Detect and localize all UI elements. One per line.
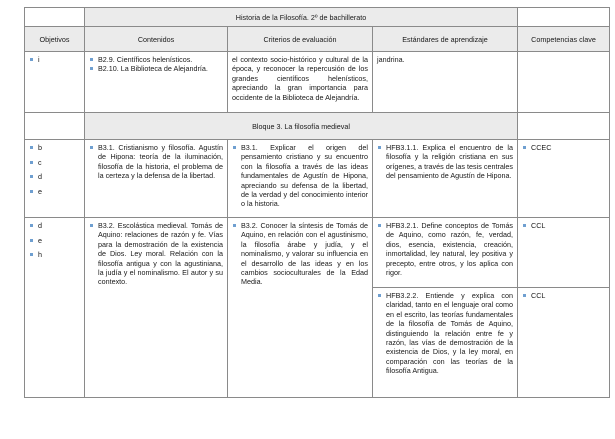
title-spacer-cell [25, 8, 85, 27]
block-spacer-cell [25, 113, 85, 140]
estandares-cell [373, 288, 518, 398]
list-item: d [29, 172, 80, 181]
competencias-cell [518, 52, 610, 113]
list-item: HFB3.2.1. Define conceptos de Tomás de Aquino, como razón, fe, verdad, dios, esencia, existencia, creación, inmortalidad, ley natural, ley positiva y precepto, entre otros, y los aplica con rigor. [377, 221, 513, 277]
header-estandares: Estándares de aprendizaje [373, 27, 518, 52]
objetivos-list [29, 55, 80, 64]
list-item: B3.1. Explicar el origen del pensamiento cristiano y su encuentro con la filosofía a través de las ideas fundamentales de Agustín de Hipona, apreciando su defensa de la libertad, de la verdad y del conocimiento interior o la historia. [232, 143, 368, 209]
estandares-cell [373, 140, 518, 218]
title-spacer-cell [518, 8, 610, 27]
competencias-cell [518, 140, 610, 218]
table-title-row [25, 8, 610, 27]
block-spacer-cell [518, 113, 610, 140]
list-item: e [29, 236, 80, 245]
criterios-list [232, 221, 368, 287]
competencias-list [522, 143, 605, 152]
list-item: e [29, 187, 80, 196]
list-item: B3.2. Conocer la síntesis de Tomás de Aquino, en relación con el agustinismo, la filosofía árabe y judía, y el nominalismo, y valorar su influencia en el desarrollo de las ideas y en los cambios socioculturales de la Edad Media. [232, 221, 368, 287]
objetivos-cell [25, 218, 85, 398]
competencias-cell [518, 218, 610, 288]
estandares-list [377, 221, 513, 277]
objetivos-cell [25, 52, 85, 113]
contenidos-cell [85, 52, 228, 113]
list-item: c [29, 158, 80, 167]
list-item: i [29, 55, 80, 64]
table-title: Historia de la Filosofía. 2º de bachillerato [85, 8, 518, 27]
estandares-list [377, 143, 513, 181]
block-header-row [25, 113, 610, 140]
list-item: B2.10. La Biblioteca de Alejandría. [89, 64, 223, 73]
objetivos-list [29, 143, 80, 196]
table-row [25, 218, 610, 288]
header-criterios: Criterios de evaluación [228, 27, 373, 52]
competencias-list [522, 221, 605, 230]
contenidos-cell [85, 140, 228, 218]
list-item: B3.2. Escolástica medieval. Tomás de Aquino: relaciones de razón y fe. Vías para la demostración de la existencia de Dios. Ley moral. Relación con la filosofía antigua y con la agustiniana, la judía y el nominalismo. El autor y su contexto. [89, 221, 223, 287]
curriculum-table [24, 7, 610, 398]
estandares-cell [373, 52, 518, 113]
contenidos-list [89, 143, 223, 181]
list-item: d [29, 221, 80, 230]
objetivos-list [29, 221, 80, 260]
list-item: h [29, 250, 80, 259]
criterios-list [232, 143, 368, 209]
list-item: CCL [522, 221, 605, 230]
list-item: CCL [522, 291, 605, 300]
estandares-cell [373, 218, 518, 288]
competencias-cell [518, 288, 610, 398]
list-item: B2.9. Científicos helenísticos. [89, 55, 223, 64]
table-row [25, 140, 610, 218]
criterios-cell [228, 140, 373, 218]
criterios-cell [228, 218, 373, 398]
list-item: B3.1. Cristianismo y filosofía. Agustín de Hipona: teoría de la iluminación, filosofía de la historia, el problema de la certeza y la defensa de la libertad. [89, 143, 223, 181]
header-competencias: Competencias clave [518, 27, 610, 52]
table-row [25, 52, 610, 113]
list-item: HFB3.1.1. Explica el encuentro de la filosofía y la religión cristiana en sus orígenes, a través de las tesis centrales del pensamiento de Agustín de Hipona. [377, 143, 513, 181]
contenidos-cell [85, 218, 228, 398]
criterios-cell [228, 52, 373, 113]
objetivos-cell [25, 140, 85, 218]
header-contenidos: Contenidos [85, 27, 228, 52]
list-item: CCEC [522, 143, 605, 152]
header-objetivos: Objetivos [25, 27, 85, 52]
column-header-row [25, 27, 610, 52]
competencias-list [522, 291, 605, 300]
criterios-text: el contexto socio-histórico y cultural de la época, y reconocer la repercusión de los grandes científicos helenísticos, apreciando la gran importancia para occidente de la Biblioteca de Alejandría. [232, 55, 368, 102]
estandares-list [377, 291, 513, 376]
estandares-text: jandrina. [377, 55, 405, 64]
contenidos-list [89, 55, 223, 74]
list-item: HFB3.2.2. Entiende y explica con claridad, tanto en el lenguaje oral como en el escrito, las teorías fundamentales de la filosofía de Tomás de Aquino, distinguiendo la relación entre fe y razón, las vías de demostración de la existencia de Dios, y la ley moral, en comparación con las teorías de la filosofía Antigua. [377, 291, 513, 376]
contenidos-list [89, 221, 223, 287]
block-title: Bloque 3. La filosofía medieval [85, 113, 518, 140]
list-item: b [29, 143, 80, 152]
